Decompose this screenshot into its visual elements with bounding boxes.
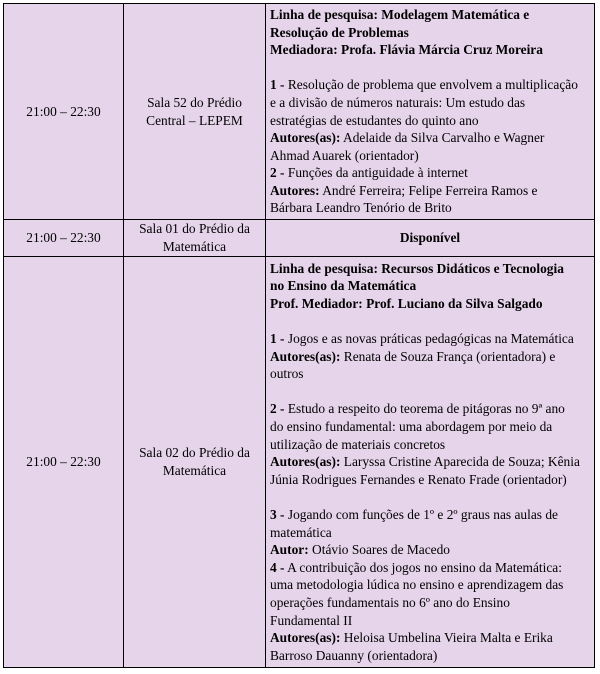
mediator: Mediadora: Profa. Flávia Márcia Cruz Moreira — [270, 42, 543, 58]
room-text: Matemática — [162, 463, 227, 478]
work-authors: Bárbara Leandro Tenório de Brito — [270, 200, 452, 216]
room-text: Sala 01 do Prédio da — [139, 221, 250, 237]
work-authors: Autor: Otávio Soares de Macedo — [270, 542, 451, 558]
room-text: Matemática — [162, 239, 227, 254]
work-title: 1 - Jogos e as novas práticas pedagógicas na Matemática — [270, 331, 574, 347]
mediator: Prof. Mediador: Prof. Luciano da Silva Salgado — [270, 295, 543, 311]
work-title: 1 - Resolução de problema que envolvem a multiplicação — [270, 77, 578, 93]
room-cell — [124, 220, 266, 257]
work-title: estratégias de estudantes do quinto ano — [270, 112, 479, 128]
work-title: 4 - A contribuição dos jogos no ensino da Matemática: — [270, 559, 562, 575]
work-title: matemática — [270, 524, 332, 540]
table-row — [4, 257, 595, 668]
work-authors: Autores(as): Laryssa Cristine Aparecida de Souza; Kênia — [270, 454, 580, 470]
time-text: 21:00 – 22:30 — [26, 454, 101, 470]
research-line: Linha de pesquisa: Modelagem Matemática e — [270, 6, 530, 22]
research-line: no Ensino da Matemática — [270, 278, 417, 294]
schedule-table — [3, 3, 595, 668]
work-authors: Autores(as): Renata de Souza França (orientadora) e — [270, 348, 556, 364]
work-title: 3 - Jogando com funções de 1º e 2º graus nas aulas de — [270, 506, 558, 522]
work-title: operações fundamentais no 6º ano do Ensino — [270, 594, 510, 610]
work-authors: Autores: André Ferreira; Felipe Ferreira Ramos e — [270, 182, 538, 198]
time-cell — [4, 220, 124, 257]
table-row — [4, 220, 595, 257]
work-authors: Autores(as): Heloisa Umbelina Vieira Malta e Erika — [270, 630, 553, 646]
room-text: Sala 02 do Prédio da — [139, 445, 250, 461]
room-text: Sala 52 do Prédio — [147, 94, 242, 110]
room-cell — [124, 4, 266, 220]
work-authors: Barroso Dauanny (orientadora) — [270, 647, 438, 663]
work-authors: Ahmad Auarek (orientador) — [270, 147, 419, 163]
research-line: Resolução de Problemas — [270, 24, 409, 40]
time-cell — [4, 257, 124, 668]
work-title: utilização de materiais concretos — [270, 436, 446, 452]
work-title: e a divisão de números naturais: Um estudo das — [270, 94, 526, 110]
work-title: Fundamental II — [270, 612, 353, 628]
work-title: 2 - Estudo a respeito do teorema de pitágoras no 9ª ano — [270, 401, 565, 417]
table-row — [4, 4, 595, 220]
research-line: Linha de pesquisa: Recursos Didáticos e Tecnologia — [270, 260, 564, 276]
session-description — [266, 4, 595, 220]
work-authors: outros — [270, 366, 304, 382]
room-cell — [124, 257, 266, 668]
session-description — [266, 257, 595, 668]
status-cell — [266, 220, 595, 257]
work-authors: Júnia Rodrigues Fernandes e Renato Frade (orientador) — [270, 471, 567, 487]
work-authors: Autores(as): Adelaide da Silva Carvalho e Wagner — [270, 130, 545, 146]
work-title: 2 - Funções da antiguidade à internet — [270, 165, 468, 181]
work-title: do ensino fundamental: uma abordagem por meio da — [270, 419, 553, 435]
status-text: Disponível — [399, 230, 461, 246]
time-text: 21:00 – 22:30 — [26, 103, 101, 119]
room-text: Central – LEPEM — [146, 112, 243, 128]
work-title: uma metodologia lúdica no ensino e aprendizagem das — [270, 577, 564, 593]
time-cell — [4, 4, 124, 220]
time-text: 21:00 – 22:30 — [26, 230, 101, 246]
